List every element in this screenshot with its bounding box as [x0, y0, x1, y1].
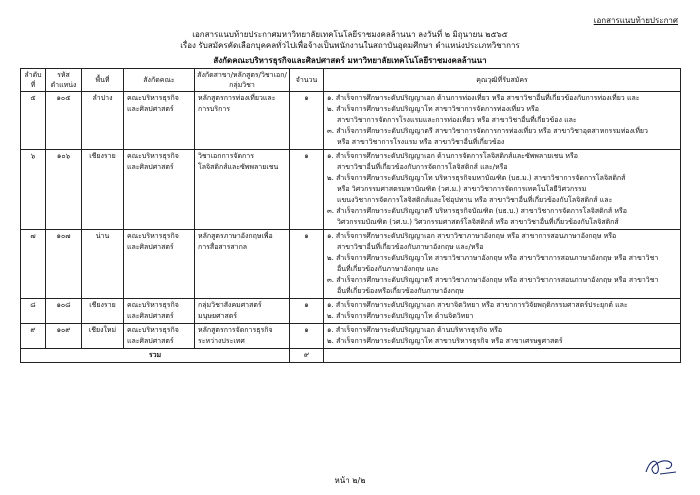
qualification-line: ๒. สำเร็จการศึกษาระดับปริญญาโท สาขาวิชาภาษาอังกฤษ หรือ สาขาวิชาการสอนภาษาอังกฤษ หรือ สาขาวิชา [327, 254, 659, 262]
header-code: รหัสตำแหน่ง [46, 69, 82, 92]
cell-no: ๕ [21, 92, 46, 150]
cell-no: ๗ [21, 230, 46, 299]
attachment-label: เอกสารแนบท้ายประกาศ [593, 16, 678, 25]
qualification-line: ๓. สำเร็จการศึกษาระดับปริญญาตรี บริหารธุรกิจบัณฑิต (บธ.บ.) สาขาวิชาการจัดการโลจิสติกส์ หรือ [327, 207, 627, 215]
header-program: สังกัดสาขา/หลักสูตร/วิชาเอก/กลุ่มวิชา [195, 69, 290, 92]
table-row [21, 150, 681, 230]
announcement-faculty: สังกัดคณะบริหารธุรกิจและศิลปศาสตร์ มหาวิทยาลัยเทคโนโลยีราชมงคลล้านนา [213, 56, 487, 65]
cell-program [195, 230, 290, 299]
cell-line: หลักสูตรภาษาอังกฤษเพื่อ [198, 232, 273, 240]
qualification-line: อื่นที่เกี่ยวข้องหรือเกี่ยวข้องกับภาษาอังกฤษ [337, 287, 464, 295]
announcement-subject: เรื่อง รับสมัครคัดเลือกบุคคลทั่วไปเพื่อจ้างเป็นพนักงานในสถาบันอุดมศึกษา ตำแหน่งประเภทวิชาการ [180, 41, 520, 50]
cell-line: หลักสูตรการจัดการธุรกิจ [198, 326, 273, 334]
cell-program [195, 92, 290, 150]
cell-line: ระหว่างประเทศ [198, 337, 245, 345]
total-blank [324, 349, 681, 363]
positions-table [20, 68, 681, 363]
qualification-line: สาขาวิชาการจัดการโรงแรมและการท่องเที่ยว หรือ สาขาวิชาอื่นที่เกี่ยวข้อง และ [337, 116, 577, 124]
table-row [21, 92, 681, 150]
cell-code: ๑๐๙ [46, 324, 82, 349]
cell-qualifications [324, 299, 681, 324]
cell-line: โลจิสติกส์และซัพพลายเชน [198, 163, 279, 171]
total-row [21, 349, 681, 363]
total-count: ๙ [290, 349, 324, 363]
qualification-line: ๑. สำเร็จการศึกษาระดับปริญญาเอก สาขาจิตวิทยา หรือ สาขาการวิจัยพฤติกรรมศาสตร์ประยุกต์ และ [327, 301, 628, 309]
cell-faculty [124, 150, 195, 230]
qualification-line: แขนงวิชาการจัดการโลจิสติกส์และโซ่อุปทาน หรือ สาขาวิชาอื่นที่เกี่ยวข้องกับโลจิสติกส์ และ [337, 196, 613, 204]
cell-area: เชียงใหม่ [82, 324, 124, 349]
cell-line: การสื่อสารสากล [198, 243, 248, 251]
cell-program [195, 324, 290, 349]
cell-line: และศิลปศาสตร์ [127, 337, 174, 345]
cell-line: และศิลปศาสตร์ [127, 243, 174, 251]
cell-program [195, 150, 290, 230]
table-row [21, 299, 681, 324]
cell-line: คณะบริหารธุรกิจ [127, 232, 179, 240]
qualification-line: ๑. สำเร็จการศึกษาระดับปริญญาเอก ด้านบริหารธุรกิจ หรือ [327, 326, 503, 334]
qualification-line: ๓. สำเร็จการศึกษาระดับปริญญาตรี สาขาวิชาภาษาอังกฤษ หรือ สาขาวิชาการสอนภาษาอังกฤษ หรือ สาขาวิชา [327, 276, 659, 284]
cell-area: เชียงราย [82, 150, 124, 230]
cell-count: ๑ [290, 230, 324, 299]
qualification-line: ๑. สำเร็จการศึกษาระดับปริญญาเอก สาขาวิชาภาษาอังกฤษ หรือ สาขาการสอนภาษาอังกฤษ หรือ [327, 232, 617, 240]
cell-qualifications [324, 324, 681, 349]
cell-line: กลุ่มวิชาสังคมศาสตร์ [198, 301, 262, 309]
cell-code: ๑๐๘ [46, 299, 82, 324]
cell-line: คณะบริหารธุรกิจ [127, 301, 179, 309]
cell-qualifications [324, 92, 681, 150]
qualification-line: สาขาวิชาอื่นที่เกี่ยวข้องกับภาษาอังกฤษ และ/หรือ [337, 243, 484, 251]
cell-qualifications [324, 230, 681, 299]
cell-line: และศิลปศาสตร์ [127, 105, 174, 113]
cell-faculty [124, 299, 195, 324]
header-faculty: สังกัดคณะ [124, 69, 195, 92]
announcement-title: เอกสารแนบท้ายประกาศมหาวิทยาลัยเทคโนโลยีราชมงคลล้านนา ลงวันที่ ๒ มิถุนายน ๒๕๖๕ [192, 30, 508, 39]
cell-line: คณะบริหารธุรกิจ [127, 152, 179, 160]
header-count: จำนวน [290, 69, 324, 92]
cell-line: และศิลปศาสตร์ [127, 163, 174, 171]
cell-count: ๑ [290, 299, 324, 324]
header-no: ลำดับที่ [21, 69, 46, 92]
cell-faculty [124, 92, 195, 150]
cell-line: หลักสูตรการท่องเที่ยวและ [198, 94, 276, 102]
cell-no: ๖ [21, 150, 46, 230]
qualification-line: อื่นที่เกี่ยวข้องกับภาษาอังกฤษ และ [337, 265, 439, 273]
cell-line: และศิลปศาสตร์ [127, 312, 174, 320]
qualification-line: หรือ วิศวกรรมศาสตรมหาบัณฑิต (วศ.ม.) สาขาวิชาการจัดการเทคโนโลยีวิศวกรรม [337, 185, 587, 193]
cell-line: การบริการ [198, 105, 231, 113]
qualification-line: ๒. สำเร็จการศึกษาระดับปริญญาโท ด้านจิตวิทยา [327, 312, 474, 320]
qualification-line: ๒. สำเร็จการศึกษาระดับปริญญาโท สาขาวิชาการจัดการท่องเที่ยว หรือ [327, 105, 539, 113]
qualification-line: สาขาวิชาอื่นที่เกี่ยวข้องกับการจัดการโลจิสติกส์ และ/หรือ [337, 163, 508, 171]
qualification-line: ๓. สำเร็จการศึกษาระดับปริญญาตรี สาขาวิชาการจัดการการท่องเที่ยว หรือ สาขาวิชาอุตสาหกรรมท่องเที่ยว [327, 127, 648, 135]
cell-line: คณะบริหารธุรกิจ [127, 94, 179, 102]
page-number: หน้า ๒/๒ [334, 476, 366, 485]
cell-code: ๑๐๖ [46, 150, 82, 230]
qualification-line: ๑. สำเร็จการศึกษาระดับปริญญาเอก ด้านการท่องเที่ยว หรือ สาขาวิชาอื่นที่เกี่ยวข้องกับการท่องเที่ยว และ [327, 94, 640, 102]
total-label: รวม [21, 349, 290, 363]
cell-line: มนุษยศาสตร์ [198, 312, 238, 320]
cell-line: คณะบริหารธุรกิจ [127, 326, 179, 334]
header-qualifications: คุณวุฒิที่รับสมัคร [324, 69, 681, 92]
cell-faculty [124, 324, 195, 349]
cell-count: ๑ [290, 150, 324, 230]
table-row [21, 230, 681, 299]
cell-area: เชียงราย [82, 299, 124, 324]
cell-line: วิชาเอกการจัดการ [198, 152, 254, 160]
cell-code: ๑๐๕ [46, 92, 82, 150]
cell-area: น่าน [82, 230, 124, 299]
cell-no: ๘ [21, 299, 46, 324]
cell-count: ๑ [290, 92, 324, 150]
qualification-line: วิศวกรรมบัณฑิต (วศ.บ.) วิศวกรรมศาสตร์โลจิสติกส์ หรือ สาขาวิชาอื่นที่เกี่ยวข้องกับโลจิสติกส์ [337, 218, 619, 226]
table-row [21, 324, 681, 349]
table-header-row [21, 69, 681, 92]
qualification-line: หรือ สาขาวิชาการโรงแรม หรือ สาขาวิชาอื่นที่เกี่ยวข้อง [337, 138, 505, 146]
qualification-line: ๑. สำเร็จการศึกษาระดับปริญญาเอก ด้านการจัดการโลจิสติกส์และซัพพลายเชน หรือ [327, 152, 578, 160]
cell-area: ลำปาง [82, 92, 124, 150]
cell-code: ๑๐๗ [46, 230, 82, 299]
qualification-line: ๒. สำเร็จการศึกษาระดับปริญญาโท สาขาบริหารธุรกิจ หรือ สาขาเศรษฐศาสตร์ [327, 337, 563, 345]
cell-program [195, 299, 290, 324]
cell-no: ๙ [21, 324, 46, 349]
qualification-line: ๒. สำเร็จการศึกษาระดับปริญญาโท บริหารธุรกิจมหาบัณฑิต (บธ.ม.) สาขาวิชาการจัดการโลจิสติกส์ [327, 174, 626, 182]
header-area: พื้นที่ [82, 69, 124, 92]
cell-faculty [124, 230, 195, 299]
cell-qualifications [324, 150, 681, 230]
cell-count: ๑ [290, 324, 324, 349]
